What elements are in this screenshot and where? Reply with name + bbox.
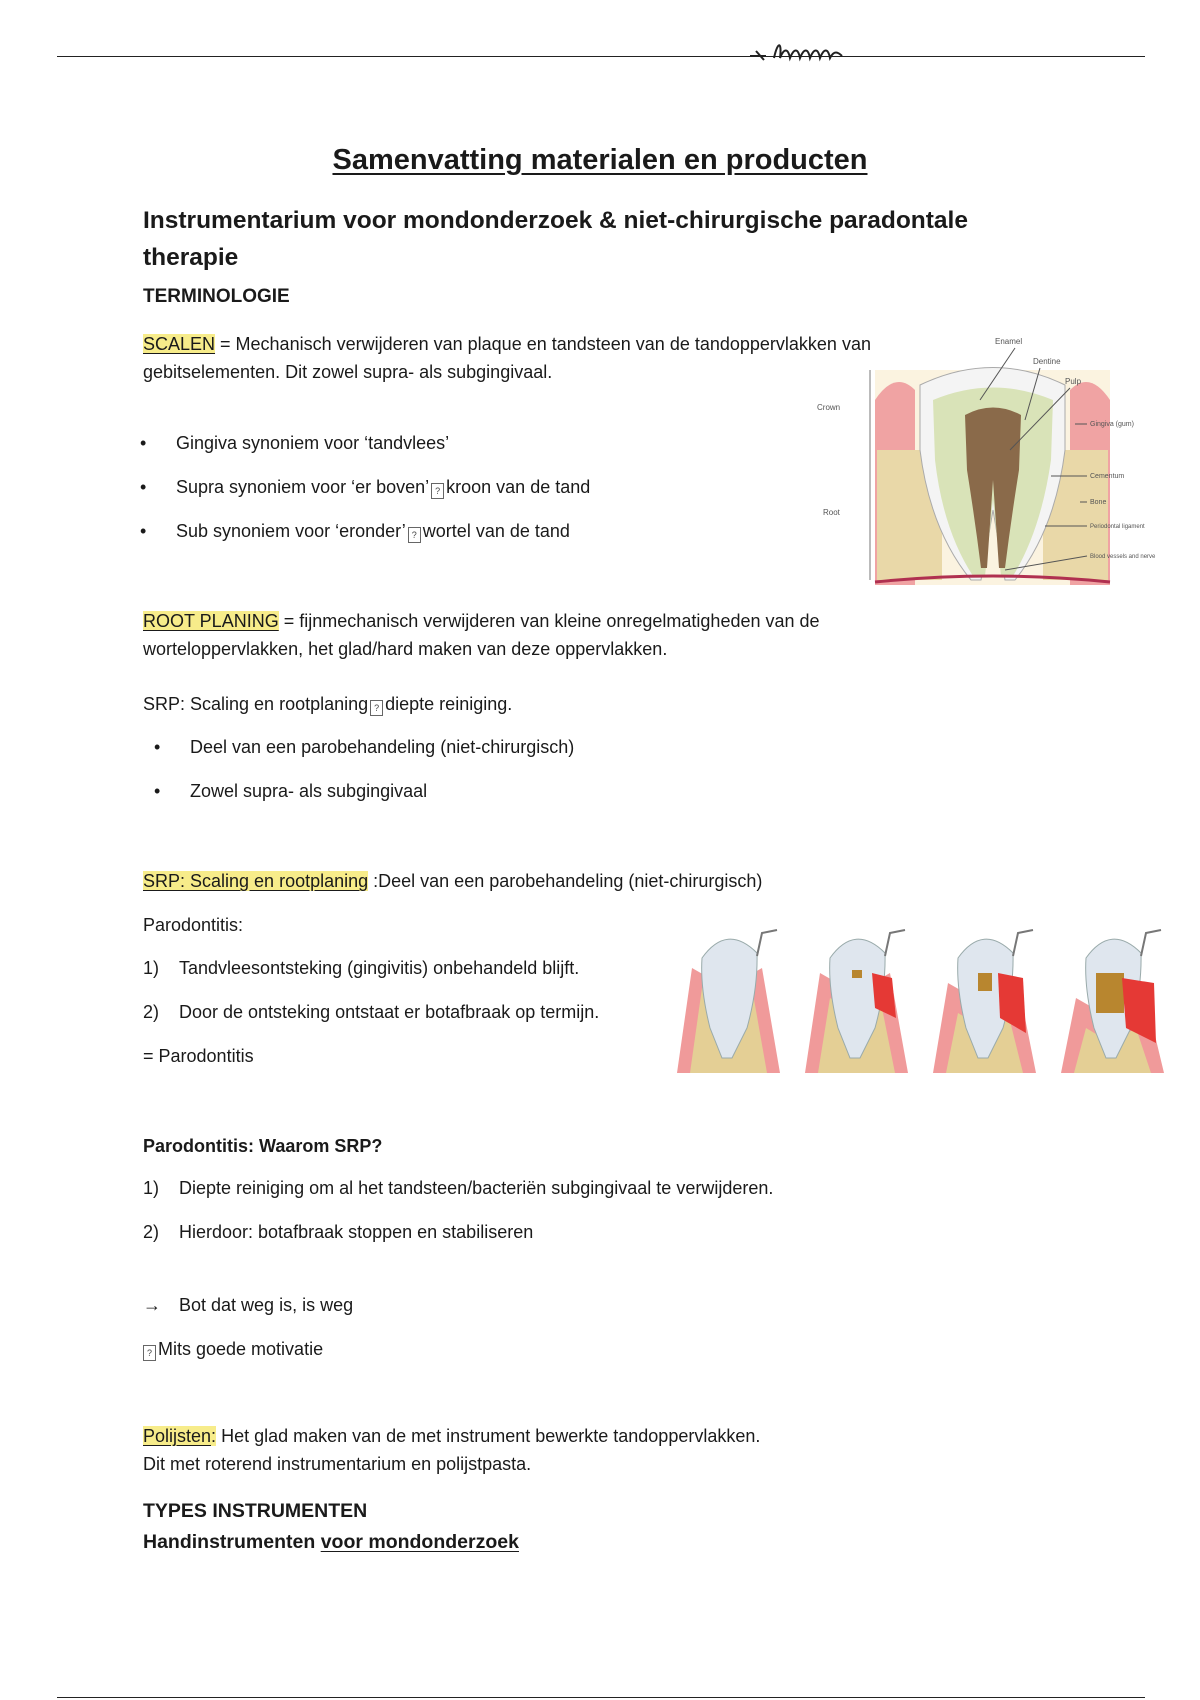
srp-line-after: diepte reiniging. <box>385 694 513 714</box>
list-item: • Supra synoniem voor ‘er boven’ ? kroon van de tand <box>140 477 591 497</box>
document-title: Samenvatting materialen en producten <box>332 144 868 176</box>
missing-glyph-icon: ? <box>370 700 383 716</box>
item-text: Hierdoor: botafbraak stoppen en stabiliseren <box>179 1222 534 1242</box>
tooth-stage-3 <box>933 930 1036 1073</box>
srp-heading <box>143 867 762 895</box>
list-item: • Deel van een parobehandeling (niet-chirurgisch) <box>154 737 575 757</box>
item-number: 1) <box>143 958 160 978</box>
parodontitis-list <box>143 954 599 1026</box>
tooth-anatomy-diagram <box>815 330 1165 590</box>
types-heading: TYPES INSTRUMENTEN <box>143 1500 368 1522</box>
srp-line <box>143 690 512 718</box>
parodontitis-label: Parodontitis: <box>143 915 244 935</box>
list-item: • Gingiva synoniem voor ‘tandvlees’ <box>140 433 450 453</box>
root-planing-line2: worteloppervlakken, het glad/hard maken van deze oppervlakken. <box>143 639 668 659</box>
list-item: • Zowel supra- als subgingivaal <box>154 781 428 801</box>
item-number: 2) <box>143 1222 160 1242</box>
label-cementum: Cementum <box>1090 473 1125 480</box>
item-text: Tandvleesontsteking (gingivitis) onbehandeld blijft. <box>179 958 580 978</box>
bullet-text: Deel van een parobehandeling (niet-chirurgisch) <box>190 737 575 757</box>
hand-instruments-heading <box>143 1527 519 1558</box>
bot-line <box>143 1291 353 1319</box>
top-rule <box>57 56 1145 57</box>
list-item <box>143 1174 773 1202</box>
scalen-definition-line2: gebitselementen. Dit zowel supra- als subgingivaal. <box>143 362 553 382</box>
root-planing-text: = fijnmechanisch verwijderen van kleine onregelmatigheden van de <box>278 611 820 631</box>
tooth-stage-1 <box>677 930 780 1073</box>
waarom-list <box>143 1174 773 1246</box>
polijsten-line2: Dit met roterend instrumentarium en polijstpasta. <box>143 1454 532 1474</box>
srp-bullet-list <box>154 733 574 805</box>
periodontitis-progression-illustration <box>672 918 1167 1078</box>
bullet-text-after: kroon van de tand <box>446 477 591 497</box>
scalen-bullet-list <box>140 429 590 545</box>
polijsten-colon: : <box>211 1426 217 1446</box>
bullet-text: Zowel supra- als subgingivaal <box>190 781 428 801</box>
bot-line-text: Bot dat weg is, is weg <box>179 1295 354 1315</box>
list-item <box>143 1218 773 1246</box>
polijsten-text: Het glad maken van de met instrument bewerkte tandoppervlakken. <box>216 1426 761 1446</box>
scalen-definition-text: = Mechanisch verwijderen van plaque en tandsteen van de tandoppervlakken van <box>215 334 871 354</box>
waarom-heading: Parodontitis: Waarom SRP? <box>143 1136 383 1156</box>
arrow-right-icon: → <box>143 1295 161 1315</box>
list-item: • Sub synoniem voor ‘eronder’ ? wortel van de tand <box>140 521 570 541</box>
list-item <box>143 954 599 982</box>
item-number: 2) <box>143 1002 160 1022</box>
root-planing-term: ROOT PLANING <box>143 611 279 631</box>
mits-line-text: Mits goede motivatie <box>158 1339 324 1359</box>
label-bone: Bone <box>1090 499 1107 506</box>
label-crown: Crown <box>817 403 841 412</box>
bullet-text: Supra synoniem voor ‘er boven’ <box>176 477 430 497</box>
label-enamel: Enamel <box>995 337 1023 346</box>
parodontitis-result: = Parodontitis <box>143 1046 254 1066</box>
label-gingiva: Gingiva (gum) <box>1090 421 1134 428</box>
handwritten-signature <box>748 30 858 70</box>
scalen-term: SCALEN <box>143 334 216 354</box>
polijsten-term: Polijsten <box>143 1426 212 1446</box>
label-dentine: Dentine <box>1033 357 1061 366</box>
missing-glyph-icon: ? <box>408 527 421 543</box>
item-number: 1) <box>143 1178 160 1198</box>
label-periodontal: Periodontal ligament <box>1090 524 1145 530</box>
tooth-stage-2 <box>805 930 908 1073</box>
tooth-stage-4 <box>1061 930 1164 1073</box>
terminology-heading: TERMINOLOGIE <box>143 286 290 307</box>
mits-line <box>143 1335 323 1363</box>
srp-term: SRP: Scaling en rootplaning <box>143 871 369 891</box>
polijsten-definition <box>143 1422 1003 1478</box>
bullet-text-after: wortel van de tand <box>422 521 570 541</box>
missing-glyph-icon: ? <box>431 483 444 499</box>
bullet-text: Gingiva synoniem voor ‘tandvlees’ <box>176 433 450 453</box>
srp-heading-rest: :Deel van een parobehandeling (niet-chirurgisch) <box>368 871 763 891</box>
list-item <box>143 998 599 1026</box>
item-text: Diepte reiniging om al het tandsteen/bacteriën subgingivaal te verwijderen. <box>179 1178 774 1198</box>
bullet-text: Sub synoniem voor ‘eronder’ <box>176 521 406 541</box>
root-planing-definition <box>143 607 983 663</box>
bottom-rule <box>57 1697 1145 1698</box>
hand-heading-underlined: voor mondonderzoek <box>320 1531 519 1553</box>
srp-line-text: SRP: Scaling en rootplaning <box>143 694 369 714</box>
item-text: Door de ontsteking ontstaat er botafbraak op termijn. <box>179 1002 600 1022</box>
label-vessels: Blood vessels and nerve <box>1090 554 1156 560</box>
missing-glyph-icon: ? <box>143 1345 156 1361</box>
label-root: Root <box>823 508 840 517</box>
section-heading: Instrumentarium voor mondonderzoek & niet-chirurgische paradontale therapie <box>143 207 968 271</box>
types-heading-block <box>143 1496 519 1558</box>
hand-heading-plain: Handinstrumenten <box>143 1531 321 1553</box>
label-pulp: Pulp <box>1065 377 1082 386</box>
